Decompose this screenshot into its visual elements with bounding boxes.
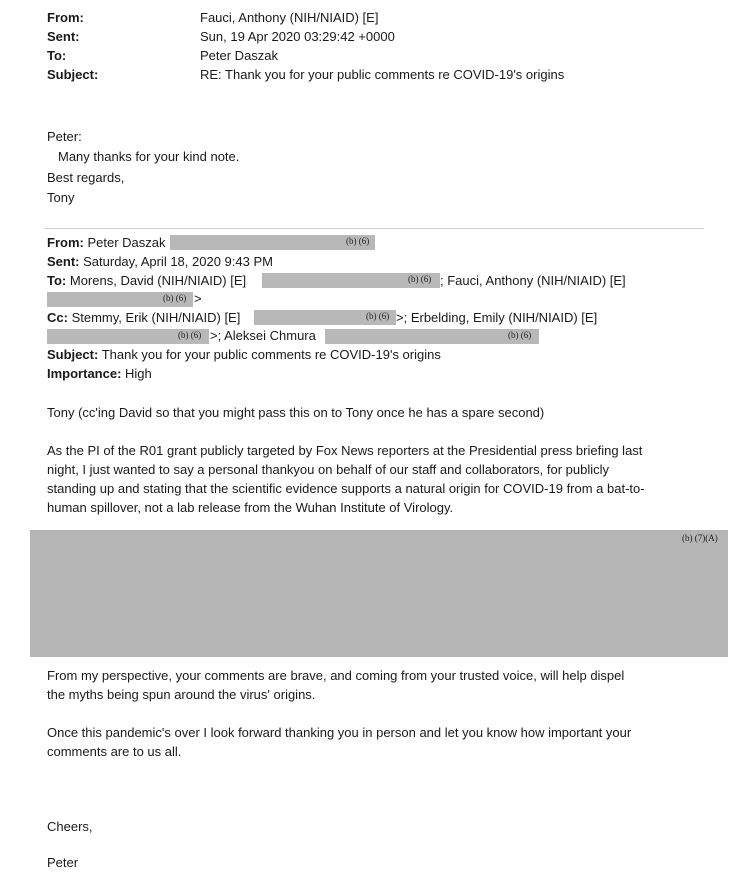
from-value: Fauci, Anthony (NIH/NIAID) [E] [200, 10, 379, 25]
orig-from-label: From: [47, 235, 84, 250]
orig-cc-value: Stemmy, Erik (NIH/NIAID) [E] [71, 310, 241, 325]
message-paragraph-line: Once this pandemic's over I look forward thanking you in person and let you know how important your [47, 725, 632, 740]
redaction-code: (b) (6) [508, 330, 532, 340]
reply-greeting: Peter: [47, 129, 82, 144]
orig-sent-line [47, 254, 273, 269]
orig-subject-label: Subject: [47, 347, 99, 362]
reply-signature: Tony [47, 190, 75, 205]
orig-importance-line [47, 366, 152, 381]
sent-label: Sent: [47, 29, 80, 44]
message-paragraph: Tony (cc'ing David so that you might pass this on to Tony once he has a spare second) [47, 405, 545, 420]
orig-to-label: To: [47, 273, 67, 288]
orig-subject-value: Thank you for your public comments re COVID-19's origins [101, 347, 441, 362]
redaction-code: (b) (6) [366, 311, 390, 321]
orig-importance-value: High [125, 366, 152, 381]
orig-to-close: > [194, 291, 202, 306]
orig-cc-label: Cc: [47, 310, 68, 325]
divider [44, 228, 704, 229]
redaction-code: (b) (6) [163, 293, 187, 303]
orig-from-value: Peter Daszak [87, 235, 166, 250]
orig-sent-value: Saturday, April 18, 2020 9:43 PM [83, 254, 273, 269]
orig-cc-sep-2: >; Aleksei Chmura [210, 328, 316, 343]
reply-closing: Best regards, [47, 170, 125, 185]
redaction-code: (b) (6) [408, 274, 432, 284]
redaction-code: (b) (6) [178, 330, 202, 340]
message-signature: Peter [47, 855, 79, 870]
orig-importance-label: Importance: [47, 366, 122, 381]
message-paragraph-line: night, I just wanted to say a personal thankyou on behalf of our staff and collaborators, for publicly [47, 462, 609, 477]
orig-to-sep: ; Fauci, Anthony (NIH/NIAID) [E] [440, 273, 626, 288]
large-redaction-code: (b) (7)(A) [682, 533, 718, 543]
large-redaction-block [30, 530, 728, 657]
subject-label: Subject: [47, 67, 99, 82]
to-label: To: [47, 48, 67, 63]
message-paragraph-line: comments are to us all. [47, 744, 182, 759]
orig-from-line [47, 235, 166, 250]
message-paragraph-line: human spillover, not a lab release from the Wuhan Institute of Virology. [47, 500, 454, 515]
redaction-code: (b) (6) [346, 236, 370, 246]
to-value: Peter Daszak [200, 48, 279, 63]
message-paragraph-line: standing up and stating that the scientific evidence supports a natural origin for COVID-19 from a bat-to- [47, 481, 645, 496]
sent-value: Sun, 19 Apr 2020 03:29:42 +0000 [200, 29, 395, 44]
message-paragraph-line: the myths being spun around the virus' origins. [47, 687, 316, 702]
orig-cc-line [47, 310, 240, 325]
message-closing: Cheers, [47, 819, 93, 834]
message-paragraph-line: From my perspective, your comments are brave, and coming from your trusted voice, will help dispel [47, 668, 625, 683]
orig-subject-line [47, 347, 441, 362]
subject-value: RE: Thank you for your public comments re COVID-19's origins [200, 67, 565, 82]
redaction-box [325, 329, 539, 344]
redaction-box [170, 235, 375, 250]
message-paragraph-line: As the PI of the R01 grant publicly targeted by Fox News reporters at the Presidential press briefing last [47, 443, 643, 458]
orig-cc-sep: >; Erbelding, Emily (NIH/NIAID) [E] [396, 310, 598, 325]
from-label: From: [47, 10, 84, 25]
orig-sent-label: Sent: [47, 254, 80, 269]
reply-text: Many thanks for your kind note. [58, 149, 240, 164]
orig-to-line [47, 273, 246, 288]
orig-to-value: Morens, David (NIH/NIAID) [E] [69, 273, 247, 288]
